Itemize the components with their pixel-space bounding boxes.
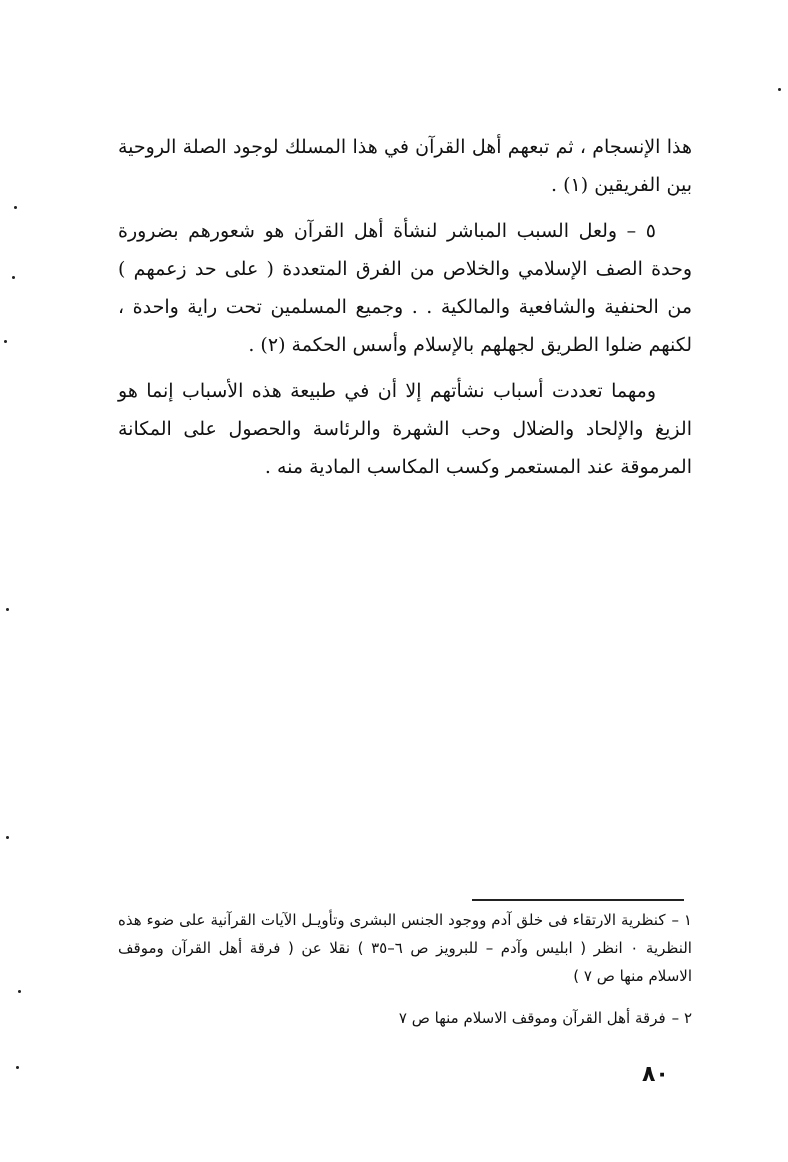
footnotes — [118, 906, 692, 1046]
footnote-text: كنظرية الارتقاء فى خلق آدم ووجود الجنس البشرى وتأويـل الآيات القرآنية على ضوء هذه النظرية ٠ انظر ( ابليس وآدم – للبرويز ص ٦–٣٥ ) نقلا عن ( فرقة أهل القرآن وموقف الاسلام منها ص ٧ ) — [118, 911, 692, 985]
paragraph-continuation: هذا الإنسجام ، ثم تبعهم أهل القرآن في هذا المسلك لوجود الصلة الروحية بين الفريقين (١) . — [118, 136, 692, 196]
scan-speck — [14, 206, 17, 209]
paragraph-point-5: ٥ – ولعل السبب المباشر لنشأة أهل القرآن هو شعورهم بضرورة وحدة الصف الإسلامي والخلاص من الفرق المتعددة ( على حد زعمهم ) من الحنفية والشافعية والمالكية . . وجميع المسلمين تحت راية واحدة ، لكنهم ضلوا الطريق لجهلهم بالإسلام وأسس الحكمة (٢) . — [118, 220, 692, 356]
footnote-number: ١ – — [671, 911, 692, 929]
footnote-1 — [118, 906, 692, 990]
scan-speck — [6, 608, 9, 611]
page-number: ٨٠ — [642, 1062, 669, 1087]
scan-speck — [778, 88, 781, 91]
scan-speck — [4, 340, 7, 343]
footnote-text: فرقة أهل القرآن وموقف الاسلام منها ص ٧ — [398, 1009, 666, 1027]
footnote-2 — [118, 1004, 692, 1032]
main-text — [118, 128, 692, 494]
scan-speck — [18, 990, 21, 993]
paragraph-conclusion: ومهما تعددت أسباب نشأتهم إلا أن في طبيعة هذه الأسباب إنما هو الزيغ والإلحاد والضلال وحب الشهرة والرئاسة والحصول على المكانة المرموقة عند المستعمر وكسب المكاسب المادية منه . — [118, 380, 692, 478]
footnote-separator — [472, 899, 684, 901]
footnote-number: ٢ – — [671, 1009, 692, 1027]
scan-speck — [6, 836, 9, 839]
scan-speck — [16, 1066, 19, 1069]
scan-speck — [12, 276, 15, 279]
